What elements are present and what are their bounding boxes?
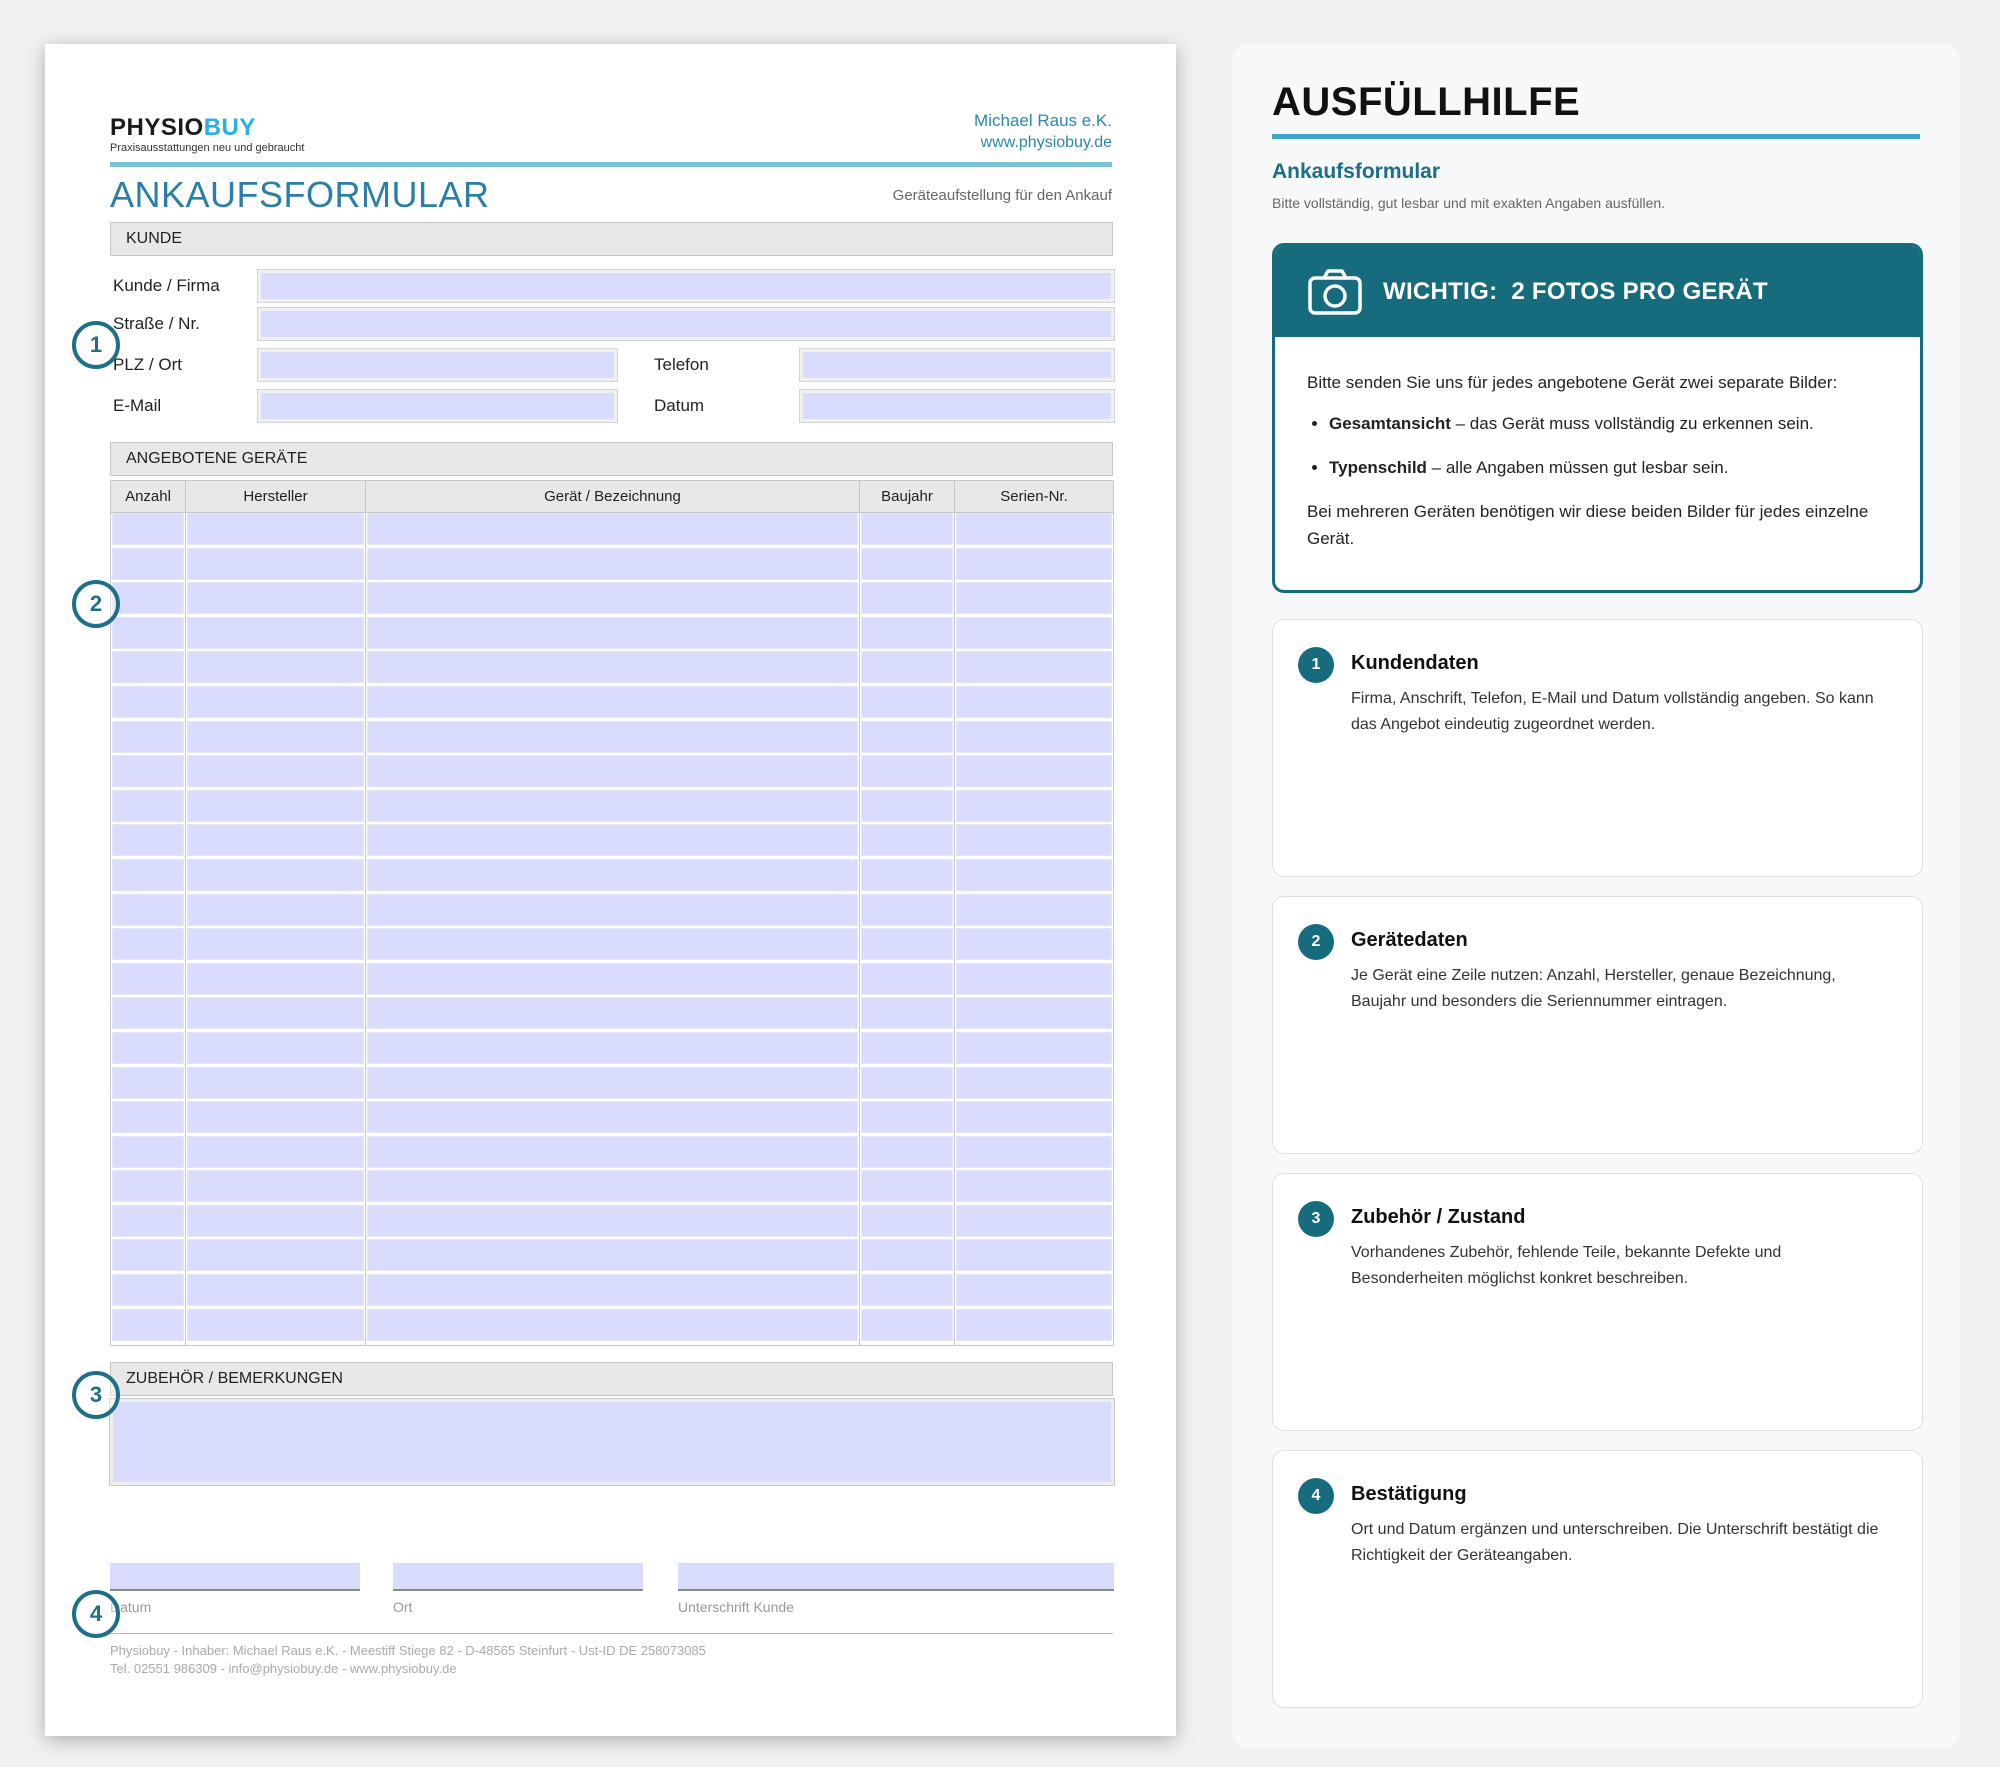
year-cell[interactable] [862, 652, 952, 682]
quantity-cell[interactable] [113, 1033, 183, 1063]
form-subtitle: Geräteaufstellung für den Ankauf [892, 187, 1112, 204]
quantity-cell[interactable] [113, 618, 183, 648]
important-intro: Bitte senden Sie uns für jedes angebotene Gerät zwei separate Bilder: [1307, 373, 1838, 392]
remarks-field[interactable] [110, 1399, 1114, 1485]
device-cell[interactable] [368, 549, 857, 579]
quantity-cell[interactable] [113, 791, 183, 821]
manufacturer-cell[interactable] [188, 1206, 363, 1236]
serial-cell[interactable] [957, 652, 1111, 682]
quantity-cell[interactable] [113, 1102, 183, 1132]
device-cell[interactable] [368, 791, 857, 821]
quantity-cell[interactable] [113, 825, 183, 855]
col-quantity [111, 513, 186, 1345]
col-serial [955, 513, 1113, 1345]
year-cell[interactable] [862, 1310, 952, 1340]
device-cell[interactable] [368, 583, 857, 613]
step-description: Ort und Datum ergänzen und unterschreiben. Die Unterschrift bestätigt die Richtigkeit der Geräteangaben. [1351, 1521, 1879, 1564]
quantity-cell[interactable] [113, 1310, 183, 1340]
col-year [860, 513, 955, 1345]
important-outro: Bei mehreren Geräten benötigen wir diese beiden Bilder für jedes einzelne Gerät. [1307, 502, 1869, 548]
marker-3: 3 [72, 1371, 120, 1419]
serial-cell[interactable] [957, 618, 1111, 648]
signature-field[interactable] [678, 1563, 1114, 1591]
quantity-cell[interactable] [113, 1206, 183, 1236]
section-remarks: ZUBEHÖR / BEMERKUNGEN [110, 1362, 1113, 1396]
col-header-quantity: Anzahl [111, 481, 186, 512]
date-field[interactable] [800, 390, 1114, 422]
important-bullet [1329, 410, 1888, 437]
serial-cell[interactable] [957, 583, 1111, 613]
manufacturer-cell[interactable] [188, 895, 363, 925]
section-customer: KUNDE [110, 222, 1113, 256]
help-hint: Bitte vollständig, gut lesbar und mit exakten Angaben ausfüllen. [1272, 195, 1666, 211]
manufacturer-cell[interactable] [188, 929, 363, 959]
important-list [1329, 410, 1888, 481]
serial-cell[interactable] [957, 549, 1111, 579]
company-website: www.physiobuy.de [980, 134, 1112, 151]
col-header-device: Gerät / Bezeichnung [366, 481, 860, 512]
customer-field[interactable] [258, 270, 1114, 302]
important-headline [1383, 278, 1768, 306]
step-number: 1 [1298, 647, 1334, 683]
year-cell[interactable] [862, 583, 952, 613]
quantity-cell[interactable] [113, 929, 183, 959]
quantity-cell[interactable] [113, 1171, 183, 1201]
device-cell[interactable] [368, 1033, 857, 1063]
serial-cell[interactable] [957, 998, 1111, 1028]
year-cell[interactable] [862, 791, 952, 821]
manufacturer-cell[interactable] [188, 549, 363, 579]
step-card-2 [1272, 896, 1923, 1154]
step-card-1 [1272, 619, 1923, 877]
device-cell[interactable] [368, 1206, 857, 1236]
label-email: E-Mail [113, 396, 162, 415]
year-cell[interactable] [862, 825, 952, 855]
device-cell[interactable] [368, 1137, 857, 1167]
year-cell[interactable] [862, 1206, 952, 1236]
form-sheet [45, 44, 1176, 1736]
devices-table [110, 480, 1114, 1346]
step-title: Bestätigung [1351, 1483, 1467, 1505]
serial-cell[interactable] [957, 1137, 1111, 1167]
serial-cell[interactable] [957, 964, 1111, 994]
manufacturer-cell[interactable] [188, 791, 363, 821]
marker-2: 2 [72, 580, 120, 628]
help-panel [1232, 44, 1960, 1748]
manufacturer-cell[interactable] [188, 964, 363, 994]
quantity-cell[interactable] [113, 895, 183, 925]
brand-part2: BUY [203, 114, 256, 141]
step-description: Je Gerät eine Zeile nutzen: Anzahl, Hersteller, genaue Bezeichnung, Baujahr und besonders die Seriennummer eintragen. [1351, 967, 1836, 1010]
serial-cell[interactable] [957, 791, 1111, 821]
device-cell[interactable] [368, 895, 857, 925]
manufacturer-cell[interactable] [188, 514, 363, 544]
manufacturer-cell[interactable] [188, 583, 363, 613]
manufacturer-cell[interactable] [188, 1102, 363, 1132]
year-cell[interactable] [862, 549, 952, 579]
manufacturer-cell[interactable] [188, 1068, 363, 1098]
serial-cell[interactable] [957, 1033, 1111, 1063]
year-cell[interactable] [862, 895, 952, 925]
year-cell[interactable] [862, 756, 952, 786]
quantity-cell[interactable] [113, 964, 183, 994]
serial-cell[interactable] [957, 1102, 1111, 1132]
device-cell[interactable] [368, 1240, 857, 1270]
important-bullet [1329, 454, 1888, 481]
section-devices: ANGEBOTENE GERÄTE [110, 442, 1113, 476]
bullet-bold: Gesamtansicht [1329, 414, 1451, 433]
year-cell[interactable] [862, 1102, 952, 1132]
serial-cell[interactable] [957, 929, 1111, 959]
col-header-manufacturer: Hersteller [186, 481, 366, 512]
camera-icon [1307, 268, 1363, 321]
table-header [111, 481, 1113, 513]
manufacturer-cell[interactable] [188, 1033, 363, 1063]
manufacturer-cell[interactable] [188, 756, 363, 786]
step-card-3 [1272, 1173, 1923, 1431]
serial-cell[interactable] [957, 1171, 1111, 1201]
step-description: Vorhandenes Zubehör, fehlende Teile, bekannte Defekte und Besonderheiten möglichst konkret beschreiben. [1351, 1244, 1782, 1287]
year-cell[interactable] [862, 618, 952, 648]
serial-cell[interactable] [957, 1310, 1111, 1340]
bullet-text: – alle Angaben müssen gut lesbar sein. [1426, 458, 1729, 477]
step-card-4 [1272, 1450, 1923, 1708]
serial-cell[interactable] [957, 860, 1111, 890]
step-number: 2 [1298, 924, 1334, 960]
company-info [974, 110, 1112, 154]
step-title: Zubehör / Zustand [1351, 1206, 1526, 1228]
col-device [366, 513, 860, 1345]
manufacturer-cell[interactable] [188, 618, 363, 648]
manufacturer-cell[interactable] [188, 998, 363, 1028]
zip-city-field[interactable] [258, 349, 617, 381]
year-cell[interactable] [862, 1068, 952, 1098]
serial-cell[interactable] [957, 825, 1111, 855]
device-cell[interactable] [368, 1068, 857, 1098]
quantity-cell[interactable] [113, 756, 183, 786]
marker-1: 1 [72, 321, 120, 369]
quantity-cell[interactable] [113, 583, 183, 613]
col-manufacturer [186, 513, 366, 1345]
year-cell[interactable] [862, 860, 952, 890]
manufacturer-cell[interactable] [188, 1171, 363, 1201]
serial-cell[interactable] [957, 1275, 1111, 1305]
year-cell[interactable] [862, 722, 952, 752]
device-cell[interactable] [368, 998, 857, 1028]
label-street: Straße / Nr. [113, 314, 200, 333]
signature-date-label: Datum [110, 1599, 152, 1615]
serial-cell[interactable] [957, 1206, 1111, 1236]
serial-cell[interactable] [957, 1068, 1111, 1098]
important-headline-text: 2 FOTOS PRO GERÄT [1511, 278, 1769, 305]
device-cell[interactable] [368, 964, 857, 994]
brand-part1: PHYSIO [110, 114, 204, 141]
signature-date-field[interactable] [110, 1563, 360, 1591]
table-body [111, 513, 1113, 1345]
marker-4: 4 [72, 1590, 120, 1638]
label-customer: Kunde / Firma [113, 276, 220, 295]
important-header [1275, 246, 1920, 337]
important-label: WICHTIG: [1383, 278, 1498, 305]
col-header-serial: Serien-Nr. [1000, 488, 1068, 505]
quantity-cell[interactable] [113, 652, 183, 682]
quantity-cell[interactable] [113, 1275, 183, 1305]
serial-cell[interactable] [957, 756, 1111, 786]
quantity-cell[interactable] [113, 1240, 183, 1270]
manufacturer-cell[interactable] [188, 687, 363, 717]
device-cell[interactable] [368, 825, 857, 855]
label-date: Datum [654, 396, 705, 415]
help-title: AUSFÜLLHILFE [1272, 80, 1581, 124]
manufacturer-cell[interactable] [188, 652, 363, 682]
manufacturer-cell[interactable] [188, 1240, 363, 1270]
device-cell[interactable] [368, 652, 857, 682]
serial-cell[interactable] [957, 722, 1111, 752]
street-field[interactable] [258, 308, 1114, 340]
step-title: Kundendaten [1351, 652, 1479, 674]
serial-cell[interactable] [957, 687, 1111, 717]
footer-line-2: Tel. 02551 986309 - info@physiobuy.de - www.physiobuy.de [110, 1661, 457, 1676]
device-cell[interactable] [368, 687, 857, 717]
year-cell[interactable] [862, 514, 952, 544]
year-cell[interactable] [862, 998, 952, 1028]
brand-logo [110, 114, 256, 142]
quantity-cell[interactable] [113, 722, 183, 752]
serial-cell[interactable] [957, 1240, 1111, 1270]
step-number: 3 [1298, 1201, 1334, 1237]
bullet-text: – das Gerät muss vollständig zu erkennen sein. [1450, 414, 1814, 433]
device-cell[interactable] [368, 1310, 857, 1340]
year-cell[interactable] [862, 964, 952, 994]
quantity-cell[interactable] [113, 1068, 183, 1098]
device-cell[interactable] [368, 756, 857, 786]
form-title: ANKAUFSFORMULAR [110, 174, 490, 215]
header-rule [110, 162, 1112, 167]
step-description: Firma, Anschrift, Telefon, E-Mail und Datum vollständig angeben. So kann das Angebot eindeutig zugeordnet werden. [1351, 690, 1874, 733]
device-cell[interactable] [368, 929, 857, 959]
device-cell[interactable] [368, 722, 857, 752]
quantity-cell[interactable] [113, 998, 183, 1028]
important-box [1272, 243, 1923, 593]
device-cell[interactable] [368, 618, 857, 648]
manufacturer-cell[interactable] [188, 1275, 363, 1305]
quantity-cell[interactable] [113, 687, 183, 717]
quantity-cell[interactable] [113, 549, 183, 579]
manufacturer-cell[interactable] [188, 722, 363, 752]
footer-rule [110, 1633, 1113, 1634]
serial-cell[interactable] [957, 895, 1111, 925]
step-number: 4 [1298, 1478, 1334, 1514]
step-title: Gerätedaten [1351, 929, 1468, 951]
year-cell[interactable] [862, 1240, 952, 1270]
footer-text [110, 1642, 706, 1678]
help-subtitle: Ankaufsformular [1272, 160, 1441, 183]
signature-label: Unterschrift Kunde [678, 1599, 794, 1615]
col-header-year: Baujahr [860, 481, 955, 512]
year-cell[interactable] [862, 687, 952, 717]
manufacturer-cell[interactable] [188, 1310, 363, 1340]
footer-line-1: Physiobuy - Inhaber: Michael Raus e.K. - Meestiff Stiege 82 - D-48565 Steinfurt - Ust-ID DE 258073085 [110, 1643, 706, 1658]
quantity-cell[interactable] [113, 1137, 183, 1167]
year-cell[interactable] [862, 1137, 952, 1167]
quantity-cell[interactable] [113, 514, 183, 544]
year-cell[interactable] [862, 1275, 952, 1305]
company-name: Michael Raus e.K. [974, 111, 1112, 130]
manufacturer-cell[interactable] [188, 1137, 363, 1167]
serial-cell[interactable] [957, 514, 1111, 544]
device-cell[interactable] [368, 1171, 857, 1201]
phone-field[interactable] [800, 349, 1114, 381]
email-field[interactable] [258, 390, 617, 422]
year-cell[interactable] [862, 1171, 952, 1201]
device-cell[interactable] [368, 1275, 857, 1305]
signature-place-field[interactable] [393, 1563, 643, 1591]
device-cell[interactable] [368, 1102, 857, 1132]
manufacturer-cell[interactable] [188, 860, 363, 890]
quantity-cell[interactable] [113, 860, 183, 890]
important-body [1275, 337, 1920, 552]
label-phone: Telefon [654, 355, 709, 374]
device-cell[interactable] [368, 514, 857, 544]
year-cell[interactable] [862, 1033, 952, 1063]
bullet-bold: Typenschild [1329, 458, 1427, 477]
signature-place-label: Ort [393, 1599, 413, 1615]
device-cell[interactable] [368, 860, 857, 890]
brand-tagline: Praxisausstattungen neu und gebraucht [110, 142, 305, 154]
label-zip-city: PLZ / Ort [113, 355, 182, 374]
year-cell[interactable] [862, 929, 952, 959]
help-rule [1272, 134, 1920, 139]
manufacturer-cell[interactable] [188, 825, 363, 855]
